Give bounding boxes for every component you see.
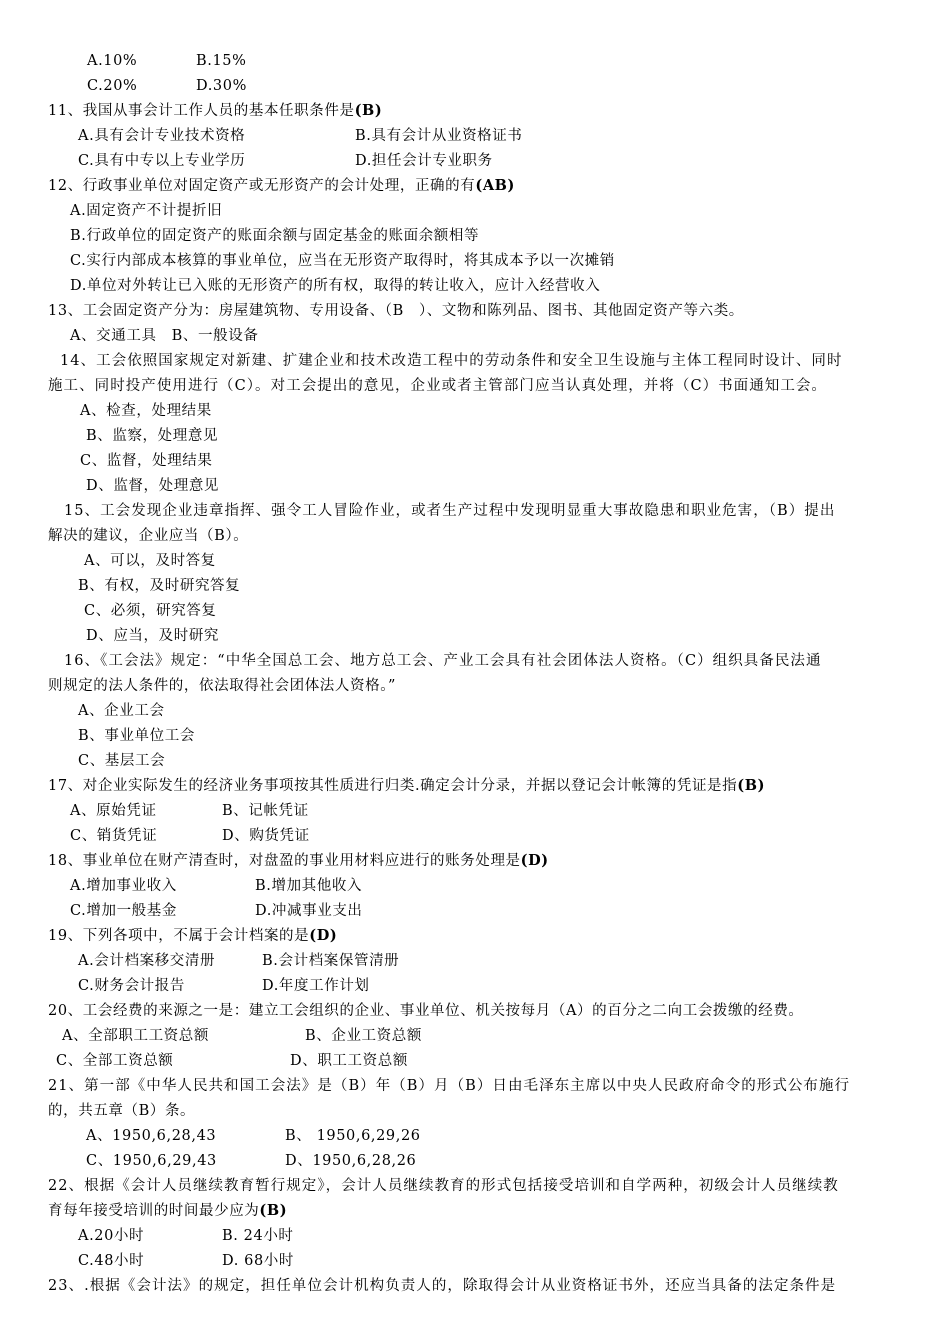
option-b: B、企业工资总额	[305, 1028, 422, 1044]
question-22: 22、根据《会计人员继续教育暂行规定》，会计人员继续教育的形式包括接受培训和自学两种，初级会计人员继续教	[48, 1178, 839, 1194]
option-b: B、记帐凭证	[222, 803, 309, 819]
question-text: 18、事业单位在财产清查时，对盘盈的事业用材料应进行的账务处理是	[48, 853, 521, 869]
option-d: D.冲减事业支出	[255, 903, 363, 919]
option-b: B、事业单位工会	[78, 728, 195, 744]
option-b: B.15%	[196, 53, 247, 69]
option-a: A、检查，处理结果	[80, 403, 212, 419]
option-c: C.具有中专以上专业学历	[78, 153, 246, 169]
answer: (AB)	[475, 177, 515, 194]
option-c: C、销货凭证	[70, 828, 158, 844]
option-d: D.年度工作计划	[262, 978, 370, 994]
option-a: A、企业工会	[78, 703, 165, 719]
option-c: C.财务会计报告	[78, 978, 185, 994]
question-20: 20、工会经费的来源之一是：建立工会组织的企业、事业单位、机关按每月（A）的百分之二向工会拨缴的经费。	[48, 1003, 804, 1019]
answer: (B)	[354, 102, 383, 119]
option-d: D、职工工资总额	[290, 1053, 408, 1069]
option-b: B、有权，及时研究答复	[78, 578, 241, 594]
option-c: C.20%	[87, 78, 138, 94]
options-line: A、交通工具 B、一般设备	[70, 328, 259, 344]
question-14: 14、工会依照国家规定对新建、扩建企业和技术改造工程中的劳动条件和安全卫生设施与主体工程同时设计、同时	[60, 353, 843, 369]
option-c: C.48小时	[78, 1253, 145, 1269]
question-text: 11、我国从事会计工作人员的基本任职条件是	[48, 103, 355, 119]
question-22-cont	[48, 1201, 287, 1221]
option-c: C.增加一般基金	[70, 903, 177, 919]
question-text: 19、下列各项中，不属于会计档案的是	[48, 928, 310, 944]
question-19	[48, 926, 337, 946]
option-a: A.10%	[87, 53, 138, 69]
answer: (B)	[259, 1202, 288, 1219]
option-a: A、可以，及时答复	[84, 553, 216, 569]
option-d: D、应当，及时研究	[86, 628, 220, 644]
question-text: 12、行政事业单位对固定资产或无形资产的会计处理，正确的有	[48, 178, 476, 194]
question-15: 15、工会发现企业违章指挥、强令工人冒险作业，或者生产过程中发现明显重大事故隐患和职业危害，（B）提出	[64, 503, 836, 519]
option-a: A、原始凭证	[70, 803, 157, 819]
option-b: B.具有会计从业资格证书	[355, 128, 523, 144]
option-d: D. 68小时	[222, 1253, 294, 1269]
option-c: C、必须，研究答复	[84, 603, 217, 619]
option-d: D.单位对外转让已入账的无形资产的所有权，取得的转让收入，应计入经营收入	[70, 278, 601, 294]
option-b: B.会计档案保管清册	[262, 953, 400, 969]
answer: (D)	[520, 852, 549, 869]
option-b: B. 24小时	[222, 1228, 294, 1244]
option-d: D.担任会计专业职务	[355, 153, 493, 169]
option-a: A.固定资产不计提折旧	[70, 203, 223, 219]
question-11	[48, 101, 382, 121]
option-c: C、基层工会	[78, 753, 166, 769]
option-a: A、全部职工工资总额	[62, 1028, 209, 1044]
option-d: D.30%	[196, 78, 247, 94]
option-a: A.具有会计专业技术资格	[78, 128, 246, 144]
option-c: C、监督，处理结果	[80, 453, 213, 469]
option-a: A.会计档案移交清册	[78, 953, 216, 969]
option-b: B.增加其他收入	[255, 878, 363, 894]
question-23: 23、.根据《会计法》的规定，担任单位会计机构负责人的，除取得会计从业资格证书外，还应当具备的法定条件是	[48, 1278, 837, 1294]
question-12	[48, 176, 515, 196]
option-c: C.实行内部成本核算的事业单位，应当在无形资产取得时，将其成本予以一次摊销	[70, 253, 615, 269]
option-d: D、1950,6,28,26	[285, 1153, 417, 1169]
question-18	[48, 851, 549, 871]
option-a: A.20小时	[78, 1228, 145, 1244]
question-17	[48, 776, 765, 796]
question-text: 17、对企业实际发生的经济业务事项按其性质进行归类.确定会计分录，并据以登记会计帐簿的凭证是指	[48, 778, 738, 794]
option-b: B.行政单位的固定资产的账面余额与固定基金的账面余额相等	[70, 228, 480, 244]
option-d: D、监督，处理意见	[86, 478, 220, 494]
option-c: C、1950,6,29,43	[86, 1153, 217, 1169]
question-13: 13、工会固定资产分为：房屋建筑物、专用设备、（B ）、文物和陈列品、图书、其他固定资产等六类。	[48, 303, 744, 319]
option-b: B、 1950,6,29,26	[285, 1128, 421, 1144]
question-21-cont: 的，共五章（B）条。	[48, 1103, 196, 1119]
answer: (B)	[737, 777, 766, 794]
option-a: A.增加事业收入	[70, 878, 177, 894]
option-a: A、1950,6,28,43	[86, 1128, 217, 1144]
question-16-cont: 则规定的法人条件的，依法取得社会团体法人资格。”	[48, 678, 397, 694]
option-c: C、全部工资总额	[56, 1053, 174, 1069]
question-15-cont: 解决的建议，企业应当（B）。	[48, 528, 249, 544]
answer: (D)	[309, 927, 338, 944]
question-21: 21、第一部《中华人民共和国工会法》是（B）年（B）月（B）日由毛泽东主席以中央人民政府命令的形式公布施行	[48, 1078, 851, 1094]
option-b: B、监察，处理意见	[86, 428, 219, 444]
option-d: D、购货凭证	[222, 828, 310, 844]
question-16: 16、《工会法》规定：“中华全国总工会、地方总工会、产业工会具有社会团体法人资格。（C）组织具备民法通	[64, 653, 822, 669]
question-text: 育每年接受培训的时间最少应为	[48, 1203, 260, 1219]
question-14-cont: 施工、同时投产使用进行（C）。对工会提出的意见，企业或者主管部门应当认真处理，并将（C）书面通知工会。	[48, 378, 827, 394]
